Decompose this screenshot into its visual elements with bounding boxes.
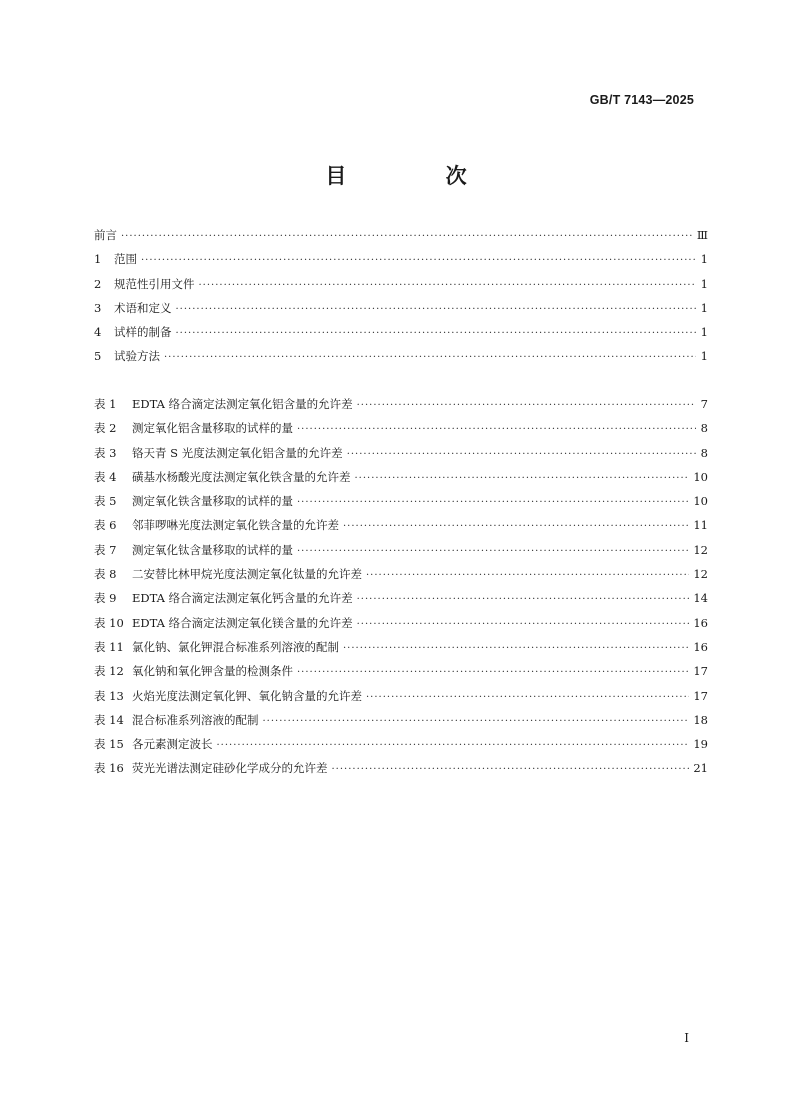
leader-dots	[357, 400, 696, 411]
leader-dots	[355, 473, 690, 484]
toc-entry-label: 前言	[94, 228, 117, 242]
leader-dots	[217, 740, 690, 751]
toc-entry-label: 各元素测定波长	[132, 737, 213, 752]
toc-entry-table-10[interactable]	[94, 615, 708, 639]
toc-entry-page: 18	[693, 712, 708, 727]
leader-dots	[176, 304, 697, 315]
toc-entry-label: 术语和定义	[114, 300, 172, 315]
standard-code: GB/T 7143—2025	[589, 93, 694, 107]
toc-entry-page: 11	[693, 518, 708, 533]
toc-entry-page: 8	[700, 445, 708, 460]
leader-dots	[366, 692, 689, 703]
toc-entry-table-7[interactable]	[94, 542, 708, 566]
toc-entry-label: EDTA 络合滴定法测定氧化钙含量的允许差	[132, 591, 353, 606]
toc-entry-table-11[interactable]	[94, 639, 708, 663]
toc-entry-number: 表 10	[94, 615, 124, 630]
leader-dots	[297, 497, 689, 508]
toc-entry-number: 3	[94, 300, 102, 315]
toc-entry-table-12[interactable]	[94, 663, 708, 687]
toc-entry-label: 试验方法	[114, 349, 160, 364]
leader-dots	[357, 619, 690, 630]
leader-dots	[347, 449, 696, 460]
toc-entry-table-16[interactable]	[94, 760, 708, 784]
toc-entry-label: 测定氧化钛含量移取的试样的量	[132, 542, 293, 557]
leader-dots	[357, 594, 690, 605]
page-title: 目 次	[325, 164, 513, 188]
toc-entry-number: 表 4	[94, 469, 117, 484]
leader-dots	[297, 424, 696, 435]
toc-entry-table-6[interactable]	[94, 517, 708, 541]
toc-entry-page: Ⅲ	[696, 228, 708, 242]
leader-dots	[343, 521, 689, 532]
toc-entry-number: 表 8	[94, 567, 117, 582]
toc-entry-page: 12	[693, 542, 708, 557]
toc-tables-list	[94, 396, 708, 785]
toc-entry-number: 表 12	[94, 664, 124, 679]
toc-entry-terms-definitions[interactable]	[94, 300, 708, 324]
toc-entry-page: 16	[693, 639, 708, 654]
toc-entry-page: 17	[693, 688, 708, 703]
toc-entry-number: 表 14	[94, 712, 124, 727]
toc-entry-number: 表 9	[94, 591, 117, 606]
leader-dots	[164, 352, 696, 363]
toc-entry-label: 邻菲啰啉光度法测定氧化铁含量的允许差	[132, 518, 339, 533]
leader-dots	[176, 328, 697, 339]
leader-dots	[297, 546, 689, 557]
toc-entry-label: EDTA 络合滴定法测定氧化镁含量的允许差	[132, 615, 353, 630]
toc-entry-sample-preparation[interactable]	[94, 324, 708, 348]
leader-dots	[297, 667, 689, 678]
toc-entry-table-3[interactable]	[94, 445, 708, 469]
toc-entry-label: 磺基水杨酸光度法测定氧化铁含量的允许差	[132, 469, 351, 484]
leader-dots	[199, 280, 697, 291]
leader-dots	[366, 570, 689, 581]
toc-entry-foreword[interactable]	[94, 227, 708, 251]
toc-entry-number: 表 16	[94, 761, 124, 776]
toc-entry-page: 1	[700, 349, 708, 364]
toc-entry-table-2[interactable]	[94, 420, 708, 444]
toc-entry-page: 8	[700, 421, 708, 436]
leader-dots	[141, 255, 696, 266]
toc-sections-list	[94, 227, 708, 373]
toc-entry-number: 4	[94, 325, 102, 340]
toc-entry-number: 表 15	[94, 737, 124, 752]
leader-dots	[263, 716, 690, 727]
toc-entry-scope[interactable]	[94, 251, 708, 275]
toc-entry-table-15[interactable]	[94, 736, 708, 760]
toc-entry-page: 19	[693, 737, 708, 752]
toc-entry-label: 测定氧化铝含量移取的试样的量	[132, 421, 293, 436]
toc-entry-label: 范围	[114, 252, 137, 267]
toc-entry-number: 表 5	[94, 494, 117, 509]
toc-entry-label: 荧光光谱法测定硅砂化学成分的允许差	[132, 761, 328, 776]
toc-entry-page: 21	[693, 761, 708, 776]
toc-entry-table-4[interactable]	[94, 469, 708, 493]
toc-entry-page: 1	[700, 252, 708, 267]
toc-entry-number: 5	[94, 349, 102, 364]
toc-entry-label: 二安替比林甲烷光度法测定氧化钛量的允许差	[132, 567, 362, 582]
toc-entry-label: EDTA 络合滴定法测定氧化铝含量的允许差	[132, 397, 353, 411]
toc-entry-table-8[interactable]	[94, 566, 708, 590]
leader-dots	[121, 231, 693, 242]
toc-entry-page: 1	[700, 325, 708, 340]
toc-entry-number: 1	[94, 252, 102, 267]
toc-entry-number: 2	[94, 276, 102, 291]
toc-entry-page: 16	[693, 615, 708, 630]
toc-entry-page: 10	[693, 494, 708, 509]
toc-entry-label: 测定氧化铁含量移取的试样的量	[132, 494, 293, 509]
toc-entry-page: 14	[693, 591, 708, 606]
leader-dots	[332, 764, 690, 775]
toc-entry-normative-references[interactable]	[94, 276, 708, 300]
toc-entry-number: 表 7	[94, 542, 117, 557]
toc-entry-label: 氧化钠和氧化钾含量的检测条件	[132, 664, 293, 679]
toc-entry-label: 火焰光度法测定氧化钾、氧化钠含量的允许差	[132, 688, 362, 703]
toc-entry-number: 表 3	[94, 445, 117, 460]
toc-entry-table-1[interactable]	[94, 396, 708, 420]
toc-entry-number: 表 11	[94, 639, 124, 654]
toc-entry-test-methods[interactable]	[94, 348, 708, 372]
toc-entry-label: 试样的制备	[114, 325, 172, 340]
toc-entry-page: 10	[693, 469, 708, 484]
toc-entry-label: 规范性引用文件	[114, 276, 195, 291]
toc-entry-number: 表 2	[94, 421, 117, 436]
toc-entry-table-13[interactable]	[94, 688, 708, 712]
toc-entry-table-14[interactable]	[94, 712, 708, 736]
toc-entry-number: 表 1	[94, 397, 117, 411]
toc-entry-label: 铬天青 S 光度法测定氧化铝含量的允许差	[132, 445, 343, 460]
toc-entry-page: 1	[700, 276, 708, 291]
leader-dots	[343, 643, 689, 654]
toc-entry-label: 氯化钠、氯化钾混合标准系列溶液的配制	[132, 639, 339, 654]
page-number: I	[684, 1031, 689, 1045]
toc-entry-table-5[interactable]	[94, 493, 708, 517]
toc-entry-label: 混合标准系列溶液的配制	[132, 712, 259, 727]
toc-entry-table-9[interactable]	[94, 590, 708, 614]
toc-entry-number: 表 6	[94, 518, 117, 533]
toc-entry-page: 17	[693, 664, 708, 679]
toc-entry-page: 1	[700, 300, 708, 315]
toc-entry-number: 表 13	[94, 688, 124, 703]
toc-entry-page: 12	[693, 567, 708, 582]
toc-entry-page: 7	[700, 397, 708, 411]
